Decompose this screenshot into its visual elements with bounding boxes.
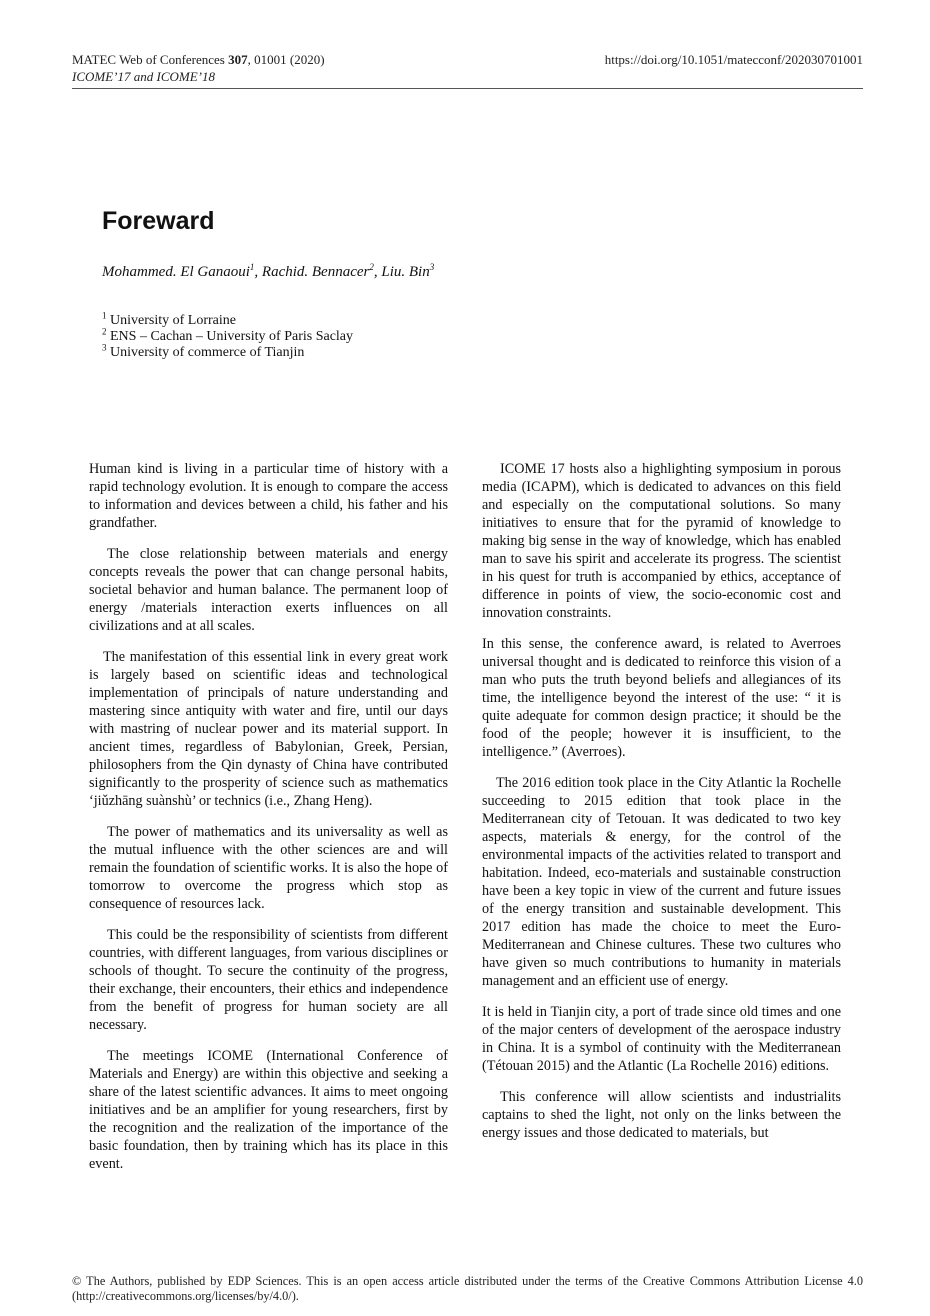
paragraph: In this sense, the conference award, is related to Averroes universal thought and is dedicated to reinforce this vision of a man who puts the truth beyond beliefs and allegiances of its time, the intelligence beyond the interest of the use: “ it is quite adequate for common design practice; it should be the food of the people; however it is insufficient, to the intelligence.” (Averroes). — [482, 636, 841, 760]
right-column — [482, 460, 841, 1155]
paragraph: This conference will allow scientists and industrialits captains to shed the light, not only on the links between the energy issues and those dedicated to materials, but — [482, 1089, 841, 1141]
paragraph: The close relationship between materials and energy concepts reveals the power that can change personal habits, societal behavior and human balance. The permanent loop of energy /materials interaction exerts influences on all civilizations and at all scales. — [89, 546, 448, 634]
affiliation-list — [102, 310, 354, 361]
paragraph: The power of mathematics and its universality as well as the mutual influence with the other sciences are and will remain the foundation of scientific works. It is also the hope of tomorrow to overcome the progress which stop as consequence of resources lack. — [89, 824, 448, 912]
paragraph: The meetings ICOME (International Conference of Materials and Energy) are within this objective and seeking a share of the latest scientific advances. It aims to meet ongoing initiatives and be an amplifier for young researchers, first by the recognition and the realization of the importance of the basic foundation, then by training which has its place in this event. — [89, 1048, 448, 1172]
page-header — [72, 51, 863, 85]
author: Liu. Bin$^3$ — [381, 262, 435, 280]
author: Rachid. Bennacer$^2$, — [261, 262, 382, 280]
affiliation: $^1$ University of Lorraine — [102, 310, 236, 328]
affiliation: $^2$ ENS – Cachan – University of Paris Saclay — [102, 326, 354, 344]
conference-name: ICOME’17 and ICOME’18 — [72, 69, 215, 84]
paragraph: The manifestation of this essential link in every great work is largely based on scientific ideas and technological implementation of principals of nature understanding and mastering since antiquity with water and fire, until our days with mastring of nuclear power and its material support. In ancient times, regardless of Babylonian, Greek, Persian, philosophers from the Qin dynasty of China have contributed significantly to the prosperity of science such as mathematics ‘jiǔzhāng suànshù’ or technics (i.e., Zhang Heng). — [89, 649, 448, 809]
author: Mohammed. El Ganaoui$^1$, — [102, 262, 262, 280]
author-list — [102, 262, 434, 282]
paper-title: Foreward — [102, 207, 215, 235]
paragraph: ICOME 17 hosts also a highlighting symposium in porous media (ICAPM), which is dedicated to advances on this field and especially on the computational solutions. So many initiatives to ensure that for the pyramid of knowledge to making big sense in the way of knowledge, which has enabled man to save his spirit and accelerate its progress. The scientist in his quest for truth is accompanied by ethics, acceptance of difference in points of view, the socio-economic cost and innovation constraints. — [482, 461, 841, 621]
journal-volume: 307 — [228, 52, 248, 67]
affiliation: $^3$ University of commerce of Tianjin — [102, 342, 305, 360]
paragraph: The 2016 edition took place in the City Atlantic la Rochelle succeeding to 2015 edition that took place in the Mediterranean city of Tetouan. It was dedicated to two key aspects, materials & energy, for the control of the environmental impacts of the activities related to transport and habitation. Indeed, eco-materials and sustainable construction have been a key topic in view of the current and future issues of the energy transition and sustainable development. This 2017 edition has made the choice to meet the Euro-Mediterranean and Chinese cultures. These two cultures who have given so much contributions to humanity in materials management and an efficient use of energy. — [482, 775, 841, 989]
paragraph: Human kind is living in a particular time of history with a rapid technology evolution. It is enough to compare the access to information and devices between a child, his father and his grandfather. — [89, 461, 448, 531]
header-top-line — [72, 51, 863, 68]
paragraph: It is held in Tianjin city, a port of trade since old times and one of the major centers of development of the aerospace industry in China. It is a symbol of continuity with the Mediterranean (Tétouan 2015) and the Atlantic (La Rochelle 2016) editions. — [482, 1004, 841, 1074]
header-divider — [72, 88, 863, 89]
doi-link[interactable]: https://doi.org/10.1051/matecconf/202030701001 — [604, 52, 863, 67]
left-column — [89, 460, 448, 1186]
journal-citation: MATEC Web of Conferences 307, 01001 (2020) — [72, 52, 325, 67]
license-footer: © The Authors, published by EDP Sciences. This is an open access article distributed under the terms of the Creative Commons Attribution License 4.0 (http://creativecommons.org/licenses/by/4.0/). — [72, 1274, 863, 1303]
paragraph: This could be the responsibility of scientists from different countries, with different languages, from various disciplines or schools of thought. To secure the continuity of the progress, their exchange, their encounters, their ethics and independence from the benefit of progress for human society are all necessary. — [89, 927, 448, 1033]
